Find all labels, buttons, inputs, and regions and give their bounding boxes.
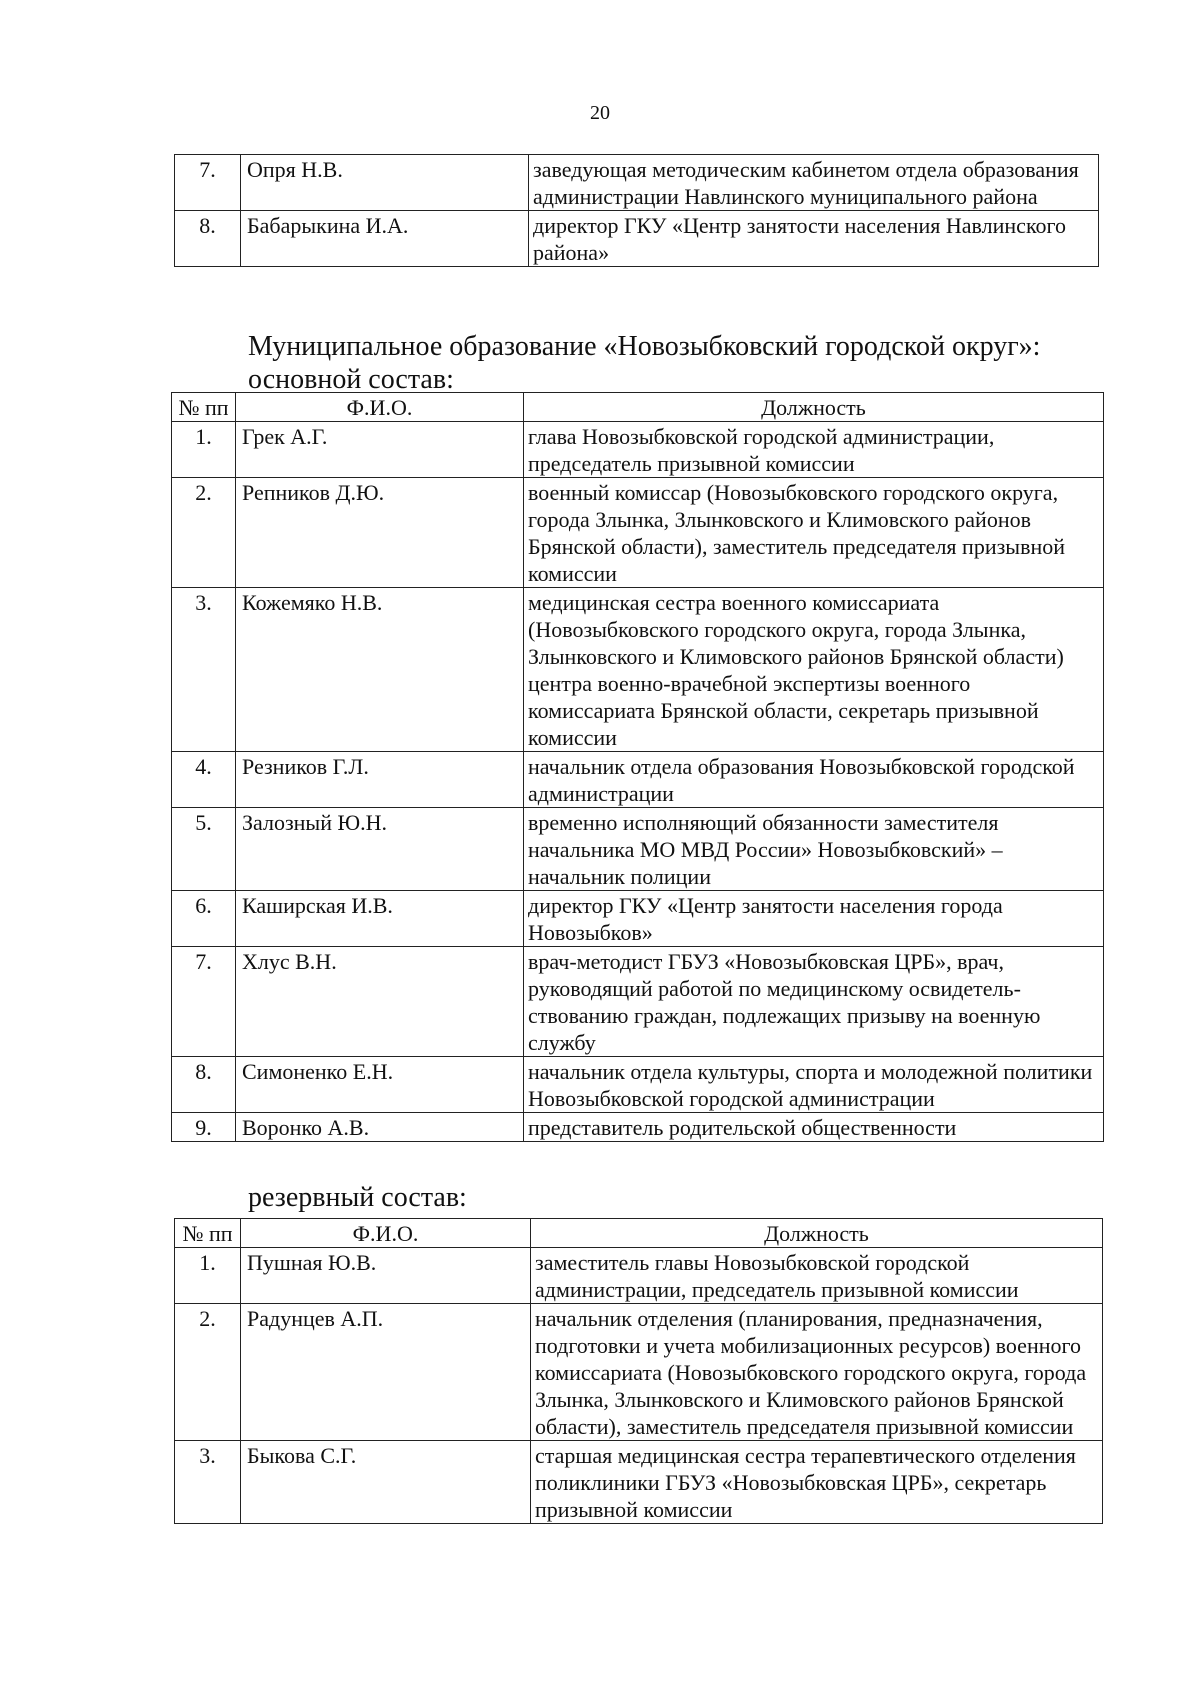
row-position: заместитель главы Новозыбковской городской администрации, председатель призывной комиссии (531, 1248, 1103, 1304)
row-number: 7. (172, 947, 236, 1057)
row-name: Воронко А.В. (236, 1113, 524, 1142)
header-num: № пп (175, 1219, 241, 1248)
page-number: 20 (590, 102, 610, 124)
row-position: военный комиссар (Новозыбковского городского округа, города Злынка, Злынковского и Климовского районов Брянской области), заместитель председателя призывной комиссии (524, 478, 1104, 588)
table-row (172, 1113, 1104, 1142)
table-row (175, 1248, 1103, 1304)
row-name: Залозный Ю.Н. (236, 808, 524, 891)
row-position: начальник отделения (планирования, предназначения, подготовки и учета мобилизационных ресурсов) военного комиссариата (Новозыбковского городского округа, города Злынка, Злынковского и Климовского районов Брянской области), заместитель председателя призывной комиссии (531, 1304, 1103, 1441)
header-num: № пп (172, 393, 236, 422)
row-number: 7. (175, 155, 241, 211)
row-number: 5. (172, 808, 236, 891)
table-top-body (175, 155, 1099, 267)
row-position: заведующая методическим кабинетом отдела образования администрации Навлинского муниципального района (529, 155, 1099, 211)
header-name: Ф.И.О. (236, 393, 524, 422)
table-row (172, 808, 1104, 891)
row-name: Хлус В.Н. (236, 947, 524, 1057)
table-top (174, 154, 1099, 267)
table-row (172, 478, 1104, 588)
section-heading (248, 330, 1040, 396)
header-position: Должность (524, 393, 1104, 422)
header-position: Должность (531, 1219, 1103, 1248)
row-position: директор ГКУ «Центр занятости населения города Новозыбков» (524, 891, 1104, 947)
table-main-header-row (172, 393, 1104, 422)
row-name: Радунцев А.П. (241, 1304, 531, 1441)
row-number: 1. (175, 1248, 241, 1304)
row-name: Бабарыкина И.А. (241, 211, 529, 267)
table-main-body (172, 422, 1104, 1142)
reserve-heading: резервный состав: (248, 1182, 467, 1213)
table-row (172, 947, 1104, 1057)
row-number: 8. (172, 1057, 236, 1113)
row-position: медицинская сестра военного комиссариата (Новозыбковского городского округа, города Злынка, Злынковского и Климовского районов Брянской области) центра военно-врачебной экспертизы военного комиссариата Брянской области, секретарь призывной комиссии (524, 588, 1104, 752)
table-reserve-body (175, 1248, 1103, 1524)
row-number: 2. (175, 1304, 241, 1441)
row-number: 1. (172, 422, 236, 478)
header-name: Ф.И.О. (241, 1219, 531, 1248)
row-number: 8. (175, 211, 241, 267)
row-number: 2. (172, 478, 236, 588)
row-position: начальник отдела образования Новозыбковской городской администрации (524, 752, 1104, 808)
row-name: Пушная Ю.В. (241, 1248, 531, 1304)
table-row (175, 1304, 1103, 1441)
row-number: 3. (175, 1441, 241, 1524)
table-row (175, 1441, 1103, 1524)
row-name: Репников Д.Ю. (236, 478, 524, 588)
table-main (171, 392, 1104, 1142)
row-name: Симоненко Е.Н. (236, 1057, 524, 1113)
table-row (175, 211, 1099, 267)
table-row (172, 588, 1104, 752)
row-name: Быкова С.Г. (241, 1441, 531, 1524)
row-number: 4. (172, 752, 236, 808)
row-position: директор ГКУ «Центр занятости населения Навлинского района» (529, 211, 1099, 267)
row-position: глава Новозыбковской городской администрации, председатель призывной комиссии (524, 422, 1104, 478)
table-row (172, 422, 1104, 478)
row-name: Грек А.Г. (236, 422, 524, 478)
section-heading-line-1: Муниципальное образование «Новозыбковский городской округ»: (248, 331, 1041, 362)
table-reserve-header-row (175, 1219, 1103, 1248)
row-number: 3. (172, 588, 236, 752)
table-row (172, 891, 1104, 947)
row-name: Каширская И.В. (236, 891, 524, 947)
row-number: 6. (172, 891, 236, 947)
table-row (172, 1057, 1104, 1113)
row-position: представитель родительской общественности (524, 1113, 1104, 1142)
row-name: Опря Н.В. (241, 155, 529, 211)
row-position: врач-методист ГБУЗ «Новозыбковская ЦРБ», врач, руководящий работой по медицинскому освидетельствованию граждан, подлежащих призыву на военную службу (524, 947, 1104, 1057)
table-reserve (174, 1218, 1103, 1524)
table-row (172, 752, 1104, 808)
row-number: 9. (172, 1113, 236, 1142)
row-position: временно исполняющий обязанности заместителя начальника МО МВД России» Новозыбковский» – начальник полиции (524, 808, 1104, 891)
row-position: старшая медицинская сестра терапевтического отделения поликлиники ГБУЗ «Новозыбковская ЦРБ», секретарь призывной комиссии (531, 1441, 1103, 1524)
row-name: Кожемяко Н.В. (236, 588, 524, 752)
row-name: Резников Г.Л. (236, 752, 524, 808)
table-row (175, 155, 1099, 211)
row-position: начальник отдела культуры, спорта и молодежной политики Новозыбковской городской администрации (524, 1057, 1104, 1113)
section-heading-line-2: основной состав: (248, 364, 454, 395)
